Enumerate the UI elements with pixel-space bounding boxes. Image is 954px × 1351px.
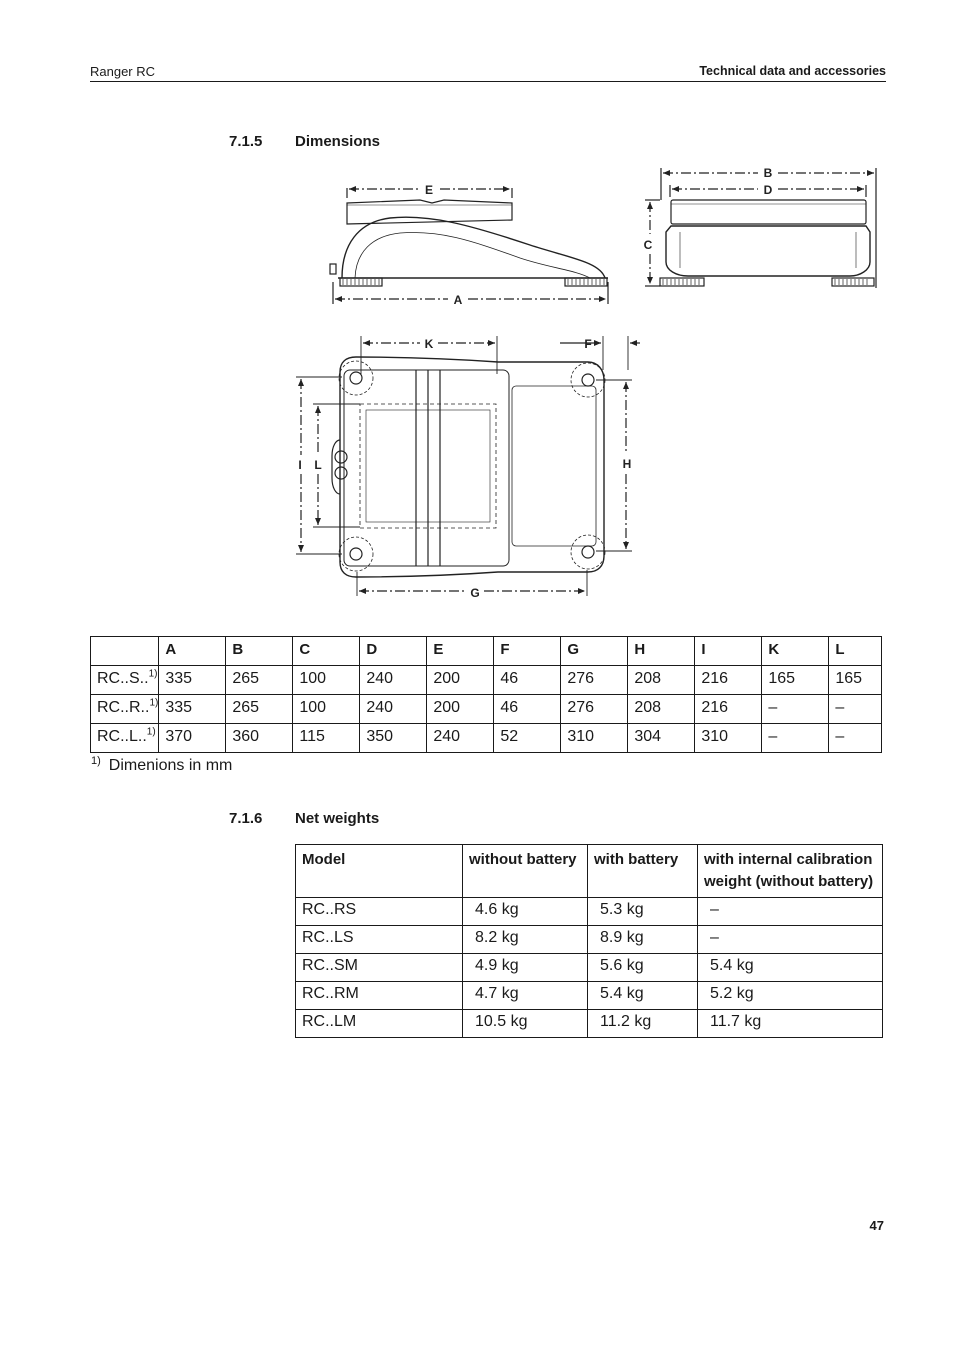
table-cell: 5.4 kg bbox=[698, 954, 883, 982]
dimensions-table bbox=[90, 636, 882, 753]
table-header-cell: A bbox=[159, 637, 226, 666]
table-cell: – bbox=[698, 926, 883, 954]
label-d: D bbox=[763, 183, 773, 197]
label-l: L bbox=[314, 458, 322, 472]
running-header-chapter: Technical data and accessories bbox=[699, 64, 886, 78]
running-header-product: Ranger RC bbox=[90, 64, 156, 79]
label-a: A bbox=[453, 293, 463, 307]
label-g: G bbox=[470, 586, 480, 600]
table-cell: 100 bbox=[293, 695, 360, 724]
table-cell: 5.3 kg bbox=[588, 898, 698, 926]
label-c: C bbox=[643, 238, 653, 252]
table-cell: 216 bbox=[695, 666, 762, 695]
table-header-cell: G bbox=[561, 637, 628, 666]
net-weights-table bbox=[295, 844, 883, 1038]
table-header-cell: I bbox=[695, 637, 762, 666]
table-cell: 276 bbox=[561, 666, 628, 695]
label-f: F bbox=[584, 337, 592, 351]
label-i: I bbox=[298, 458, 302, 472]
model-cell bbox=[91, 695, 159, 724]
footnote-ref: 1) bbox=[149, 697, 159, 709]
table-cell: 165 bbox=[762, 666, 829, 695]
table-cell: – bbox=[698, 898, 883, 926]
table-row bbox=[91, 724, 882, 753]
table-cell: 335 bbox=[159, 695, 226, 724]
section-title: Net weights bbox=[295, 810, 380, 827]
table-header-cell: with battery bbox=[588, 845, 698, 898]
model-name: RC..L.. bbox=[97, 728, 147, 745]
table-cell: 360 bbox=[226, 724, 293, 753]
table-header-cell: with internal calibration weight (without battery) bbox=[698, 845, 883, 898]
table-cell: 200 bbox=[427, 695, 494, 724]
table-cell: 240 bbox=[360, 666, 427, 695]
table-cell: 165 bbox=[829, 666, 882, 695]
table-cell: RC..RS bbox=[296, 898, 463, 926]
model-name: RC..R.. bbox=[97, 699, 150, 716]
table-cell: 370 bbox=[159, 724, 226, 753]
table-row bbox=[91, 695, 882, 724]
table-header-cell: C bbox=[293, 637, 360, 666]
table-cell: 310 bbox=[561, 724, 628, 753]
table-cell: 200 bbox=[427, 666, 494, 695]
model-name: RC..S.. bbox=[97, 670, 149, 687]
table-row bbox=[91, 666, 882, 695]
table-cell: 5.2 kg bbox=[698, 982, 883, 1010]
table-cell: 335 bbox=[159, 666, 226, 695]
table-header-cell: Model bbox=[296, 845, 463, 898]
table-row bbox=[296, 1010, 883, 1038]
table-cell: 240 bbox=[427, 724, 494, 753]
table-cell: 100 bbox=[293, 666, 360, 695]
table-cell: – bbox=[829, 695, 882, 724]
table-cell: 4.6 kg bbox=[463, 898, 588, 926]
table-header-cell bbox=[91, 637, 159, 666]
table-cell: 8.9 kg bbox=[588, 926, 698, 954]
table-cell: 350 bbox=[360, 724, 427, 753]
label-h: H bbox=[622, 457, 632, 471]
section-title: Dimensions bbox=[295, 133, 381, 150]
table-row bbox=[296, 926, 883, 954]
table-cell: 4.9 kg bbox=[463, 954, 588, 982]
table-cell: 304 bbox=[628, 724, 695, 753]
model-cell bbox=[91, 666, 159, 695]
side-view-drawing bbox=[330, 183, 608, 307]
page-number: 47 bbox=[869, 1218, 884, 1233]
front-view-drawing bbox=[644, 166, 876, 288]
table-header-cell: L bbox=[829, 637, 882, 666]
table-row bbox=[296, 898, 883, 926]
table-cell: – bbox=[762, 695, 829, 724]
table-cell: 5.4 kg bbox=[588, 982, 698, 1010]
label-b: B bbox=[763, 166, 773, 180]
table-cell: 5.6 kg bbox=[588, 954, 698, 982]
table-cell: – bbox=[762, 724, 829, 753]
table-row bbox=[296, 982, 883, 1010]
table-cell: 265 bbox=[226, 666, 293, 695]
table-cell: 11.7 kg bbox=[698, 1010, 883, 1038]
table-cell: 8.2 kg bbox=[463, 926, 588, 954]
table-cell: – bbox=[829, 724, 882, 753]
table-cell: 310 bbox=[695, 724, 762, 753]
table-cell: RC..SM bbox=[296, 954, 463, 982]
table-header-cell: D bbox=[360, 637, 427, 666]
label-k: K bbox=[424, 337, 434, 351]
table-cell: 208 bbox=[628, 695, 695, 724]
table-row bbox=[296, 954, 883, 982]
label-e: E bbox=[424, 183, 434, 197]
table-cell: 46 bbox=[494, 695, 561, 724]
table-header-cell: F bbox=[494, 637, 561, 666]
table-header-cell: K bbox=[762, 637, 829, 666]
table-cell: 4.7 kg bbox=[463, 982, 588, 1010]
table-cell: RC..LM bbox=[296, 1010, 463, 1038]
table-cell: 115 bbox=[293, 724, 360, 753]
table-cell: 216 bbox=[695, 695, 762, 724]
table-header-cell: without battery bbox=[463, 845, 588, 898]
table-cell: RC..RM bbox=[296, 982, 463, 1010]
table-header-row bbox=[91, 637, 882, 666]
table-header-row bbox=[296, 845, 883, 898]
table-header-cell: H bbox=[628, 637, 695, 666]
footnote-ref: 1) bbox=[148, 668, 158, 680]
footnote-text: Dimenions in mm bbox=[108, 757, 233, 774]
table-cell: 46 bbox=[494, 666, 561, 695]
section-number: 7.1.6 bbox=[229, 810, 263, 827]
table-header-cell: E bbox=[427, 637, 494, 666]
top-view-drawing bbox=[296, 336, 640, 600]
footnote-mark: 1) bbox=[91, 754, 101, 767]
table-cell: 52 bbox=[494, 724, 561, 753]
table-cell: 208 bbox=[628, 666, 695, 695]
table-cell: 276 bbox=[561, 695, 628, 724]
table-header-cell: B bbox=[226, 637, 293, 666]
table-cell: 10.5 kg bbox=[463, 1010, 588, 1038]
footnote bbox=[91, 754, 233, 775]
table-cell: 240 bbox=[360, 695, 427, 724]
dimension-drawings bbox=[0, 0, 954, 630]
table-cell: RC..LS bbox=[296, 926, 463, 954]
footnote-ref: 1) bbox=[146, 726, 156, 738]
model-cell bbox=[91, 724, 159, 753]
table-cell: 11.2 kg bbox=[588, 1010, 698, 1038]
section-number: 7.1.5 bbox=[229, 133, 263, 150]
table-cell: 265 bbox=[226, 695, 293, 724]
